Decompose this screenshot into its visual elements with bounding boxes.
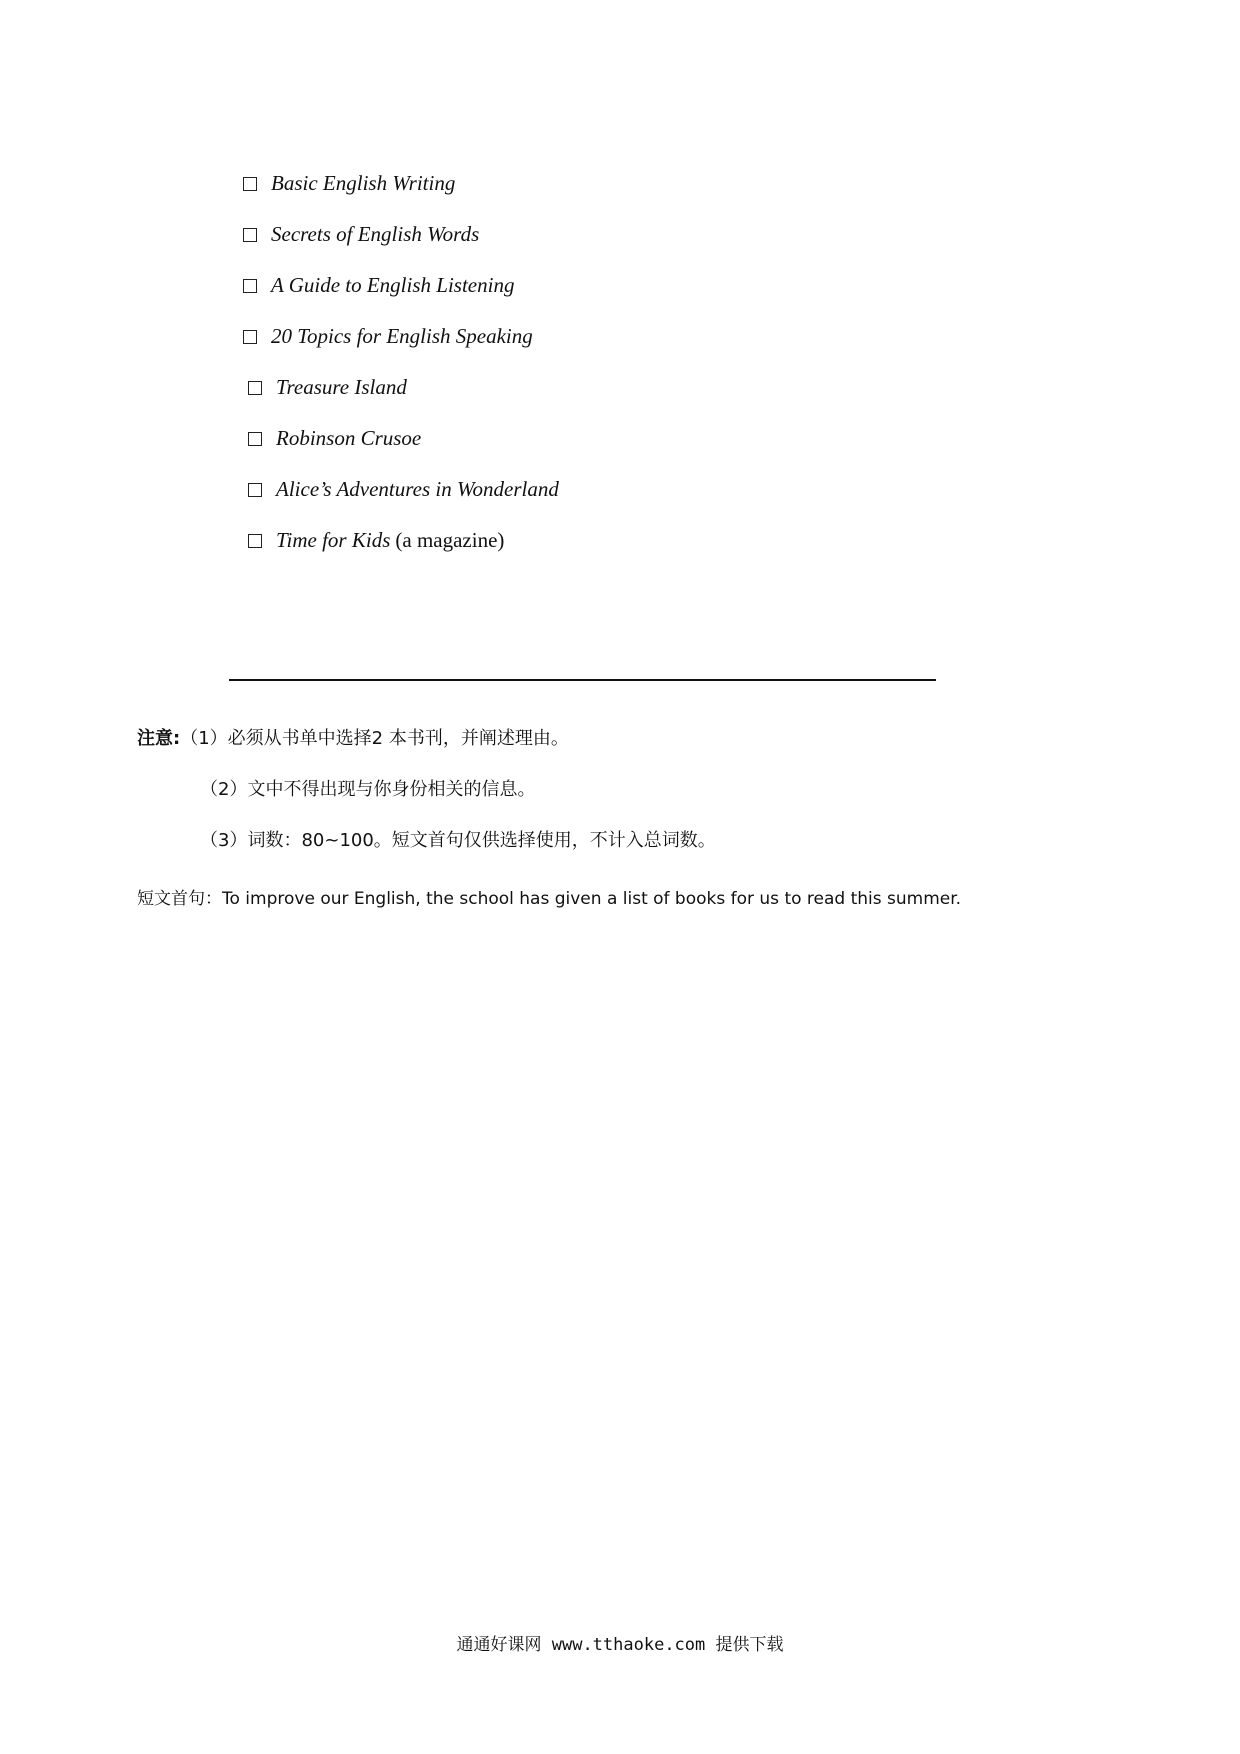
checkbox-icon[interactable] — [243, 177, 257, 191]
checkbox-icon[interactable] — [248, 381, 262, 395]
book-item — [243, 362, 559, 413]
note-item-1: （1）必须从书单中选择2 本书刊，并阐述理由。 — [180, 728, 569, 749]
book-item — [243, 464, 559, 515]
starter-text: To improve our English, the school has given a list of books for us to read this summer. — [222, 889, 962, 909]
book-item — [243, 158, 559, 209]
checkbox-icon[interactable] — [248, 483, 262, 497]
notes-section — [137, 726, 716, 879]
note-line — [137, 777, 716, 828]
note-item-3: （3）词数：80~100。短文首句仅供选择使用，不计入总词数。 — [200, 830, 716, 851]
starter-sentence — [137, 884, 961, 909]
notes-label: 注意: — [137, 728, 181, 749]
book-title: A Guide to English Listening — [271, 273, 515, 297]
book-title: Basic English Writing — [271, 171, 456, 195]
checkbox-icon[interactable] — [248, 534, 262, 548]
book-title: 20 Topics for English Speaking — [271, 324, 533, 348]
footer: 通通好课网 www.tthaoke.com 提供下载 — [456, 1635, 784, 1655]
book-title: Robinson Crusoe — [276, 426, 422, 450]
book-title: Treasure Island — [276, 375, 407, 399]
book-item — [243, 209, 559, 260]
book-list — [243, 158, 559, 566]
checkbox-icon[interactable] — [243, 330, 257, 344]
book-item — [243, 260, 559, 311]
book-item — [243, 413, 559, 464]
checkbox-icon[interactable] — [248, 432, 262, 446]
note-line — [137, 828, 716, 879]
book-title: Time for Kids — [276, 528, 391, 552]
checkbox-icon[interactable] — [243, 228, 257, 242]
note-item-2: （2）文中不得出现与你身份相关的信息。 — [200, 779, 536, 800]
note-line — [137, 726, 716, 777]
book-title: Secrets of English Words — [271, 222, 480, 246]
starter-label: 短文首句： — [137, 889, 222, 909]
answer-line — [229, 679, 936, 681]
book-title: Alice’s Adventures in Wonderland — [276, 477, 559, 501]
book-item — [243, 311, 559, 362]
book-item — [243, 515, 559, 566]
book-note: (a magazine) — [395, 528, 505, 552]
checkbox-icon[interactable] — [243, 279, 257, 293]
